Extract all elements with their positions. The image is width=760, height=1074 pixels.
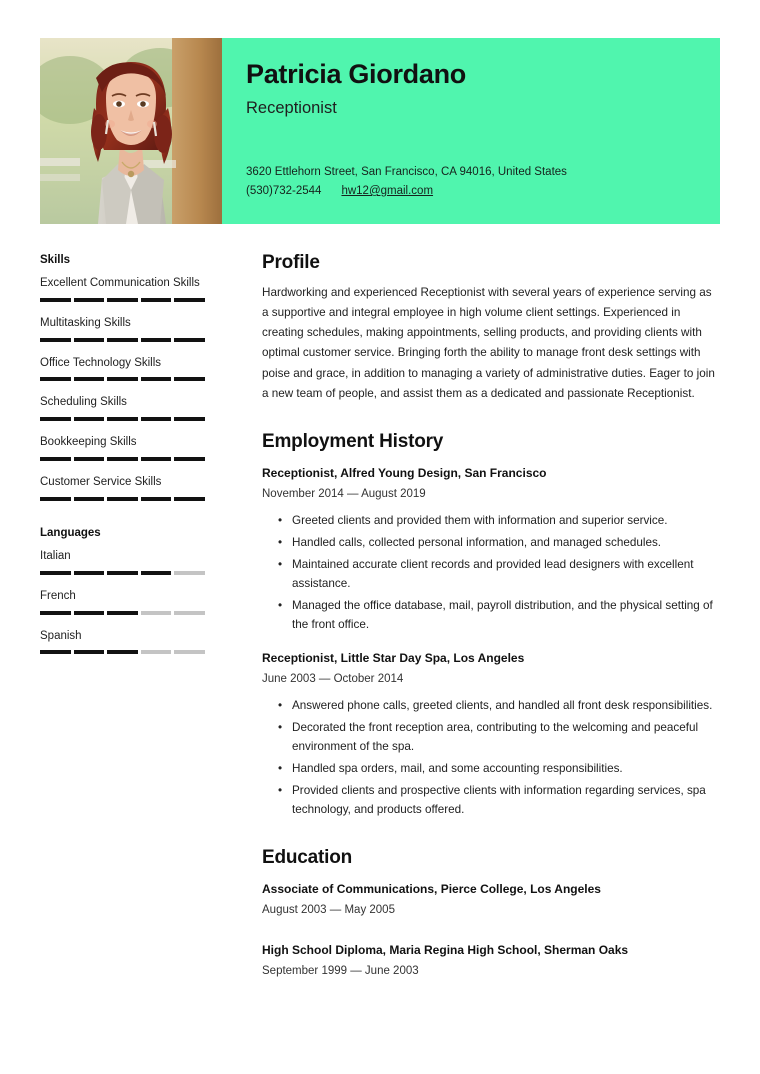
employment-bullet: • Provided clients and prospective clients with information regarding services, spa technology, and products offered. bbox=[292, 782, 720, 820]
language-item bbox=[40, 548, 205, 575]
rating-segment bbox=[40, 457, 71, 461]
education-entry-date: September 1999 — June 2003 bbox=[262, 964, 419, 977]
skills-list bbox=[40, 275, 205, 501]
email-link[interactable]: hw12@gmail.com bbox=[341, 184, 434, 197]
rating-segment bbox=[107, 298, 138, 302]
rating-segment bbox=[141, 377, 172, 381]
rating-segment bbox=[40, 417, 71, 421]
rating-segment bbox=[141, 611, 172, 615]
rating-segment bbox=[174, 497, 205, 501]
skills-heading: Skills bbox=[40, 254, 71, 266]
languages-list bbox=[40, 548, 205, 654]
employment-entry bbox=[262, 649, 720, 820]
rating-segment bbox=[40, 650, 71, 654]
skill-label: Customer Service Skills bbox=[40, 476, 162, 489]
language-rating-bar bbox=[40, 650, 205, 654]
skill-rating-bar bbox=[40, 338, 205, 342]
skill-label: Bookkeeping Skills bbox=[40, 436, 137, 449]
rating-segment bbox=[74, 377, 105, 381]
language-label: Spanish bbox=[40, 629, 82, 642]
education-heading: Education bbox=[262, 846, 353, 868]
employment-bullet: • Handled calls, collected personal information, and managed schedules. bbox=[292, 534, 720, 553]
skill-label: Excellent Communication Skills bbox=[40, 277, 200, 289]
rating-segment bbox=[74, 611, 105, 615]
skill-item bbox=[40, 434, 205, 461]
rating-segment bbox=[107, 338, 138, 342]
skill-item bbox=[40, 394, 205, 421]
rating-segment bbox=[174, 338, 205, 342]
rating-segment bbox=[107, 497, 138, 501]
skill-label: Multitasking Skills bbox=[40, 316, 131, 329]
education-entry-date: August 2003 — May 2005 bbox=[262, 903, 395, 916]
profile-heading: Profile bbox=[262, 252, 320, 273]
rating-segment bbox=[141, 298, 172, 302]
employment-entry-date: June 2003 — October 2014 bbox=[262, 672, 404, 685]
education-entry-title: High School Diploma, Maria Regina High School, Sherman Oaks bbox=[262, 942, 629, 957]
rating-segment bbox=[174, 571, 205, 575]
skill-item bbox=[40, 275, 205, 302]
skill-item bbox=[40, 355, 205, 382]
rating-segment bbox=[174, 298, 205, 302]
rating-segment bbox=[40, 571, 71, 575]
job-title: Receptionist bbox=[246, 98, 337, 117]
resume-header bbox=[40, 38, 720, 224]
skill-rating-bar bbox=[40, 377, 205, 381]
phone-number[interactable]: (530)732-2544 bbox=[246, 184, 322, 197]
rating-segment bbox=[174, 457, 205, 461]
rating-segment bbox=[40, 497, 71, 501]
skill-item bbox=[40, 315, 205, 342]
rating-segment bbox=[107, 457, 138, 461]
rating-segment bbox=[40, 377, 71, 381]
languages-heading: Languages bbox=[40, 526, 101, 539]
employment-bullet-list bbox=[262, 512, 720, 635]
education-entry bbox=[262, 880, 720, 919]
header-text-block bbox=[222, 38, 720, 224]
rating-segment bbox=[141, 457, 172, 461]
language-rating-bar bbox=[40, 571, 205, 575]
language-item bbox=[40, 588, 205, 615]
page-title: Patricia Giordano bbox=[246, 59, 466, 89]
rating-segment bbox=[107, 417, 138, 421]
rating-segment bbox=[141, 650, 172, 654]
skill-rating-bar bbox=[40, 298, 205, 302]
rating-segment bbox=[107, 571, 138, 575]
rating-segment bbox=[74, 417, 105, 421]
rating-segment bbox=[40, 298, 71, 302]
education-entry-title: Associate of Communications, Pierce College, Los Angeles bbox=[262, 881, 601, 896]
language-rating-bar bbox=[40, 611, 205, 615]
rating-segment bbox=[107, 377, 138, 381]
skill-item bbox=[40, 474, 205, 501]
employment-bullet: • Managed the office database, mail, payroll distribution, and the physical setting of the front office. bbox=[292, 597, 720, 635]
profile-text: Hardworking and experienced Receptionist with several years of experience serving as a supportive and integral employee in high volume client settings. Experienced in creating schedules, making appointments, selling products, and providing clients with optimal customer service. Bringing forth the ability to manage front desk settings with poise and grace, in addition to managing a variety of administrative duties. Eager to join a new team of people, and assist them as a dedicated and passionate Receptionist. bbox=[262, 286, 715, 400]
employment-entry-date: November 2014 — August 2019 bbox=[262, 487, 426, 500]
employment-bullet: • Decorated the front reception area, contributing to the welcoming and peaceful environment of the spa. bbox=[292, 719, 720, 757]
rating-segment bbox=[174, 611, 205, 615]
rating-segment bbox=[74, 298, 105, 302]
employment-list bbox=[262, 464, 720, 820]
rating-segment bbox=[141, 497, 172, 501]
employment-bullet-list bbox=[262, 697, 720, 820]
employment-heading: Employment History bbox=[262, 430, 444, 452]
rating-segment bbox=[74, 571, 105, 575]
skill-rating-bar bbox=[40, 497, 205, 501]
education-entry bbox=[262, 941, 720, 980]
rating-segment bbox=[141, 417, 172, 421]
rating-segment bbox=[141, 571, 172, 575]
main-column bbox=[262, 252, 720, 980]
skill-label: Office Technology Skills bbox=[40, 356, 162, 369]
language-item bbox=[40, 628, 205, 655]
avatar bbox=[40, 38, 222, 224]
address-line: 3620 Ettlehorn Street, San Francisco, CA 94016, United States bbox=[246, 166, 567, 178]
employment-bullet: • Handled spa orders, mail, and some accounting responsibilities. bbox=[292, 760, 720, 779]
employment-entry-title: Receptionist, Little Star Day Spa, Los Angeles bbox=[262, 650, 525, 665]
education-list bbox=[262, 880, 720, 981]
rating-segment bbox=[40, 611, 71, 615]
rating-segment bbox=[107, 611, 138, 615]
language-label: Italian bbox=[40, 549, 71, 562]
rating-segment bbox=[74, 457, 105, 461]
rating-segment bbox=[74, 650, 105, 654]
language-label: French bbox=[40, 589, 76, 602]
rating-segment bbox=[74, 497, 105, 501]
rating-segment bbox=[174, 417, 205, 421]
sidebar bbox=[40, 254, 205, 667]
employment-bullet: • Maintained accurate client records and provided lead designers with excellent assistance. bbox=[292, 556, 720, 594]
employment-entry bbox=[262, 464, 720, 635]
employment-bullet: • Answered phone calls, greeted clients, and handled all front desk responsibilities. bbox=[292, 697, 720, 716]
employment-bullet: • Greeted clients and provided them with information and superior service. bbox=[292, 512, 720, 531]
portrait-photo-icon bbox=[40, 38, 222, 224]
rating-segment bbox=[174, 377, 205, 381]
skill-rating-bar bbox=[40, 417, 205, 421]
contact-line bbox=[246, 182, 567, 201]
rating-segment bbox=[74, 338, 105, 342]
rating-segment bbox=[40, 338, 71, 342]
rating-segment bbox=[174, 650, 205, 654]
skill-rating-bar bbox=[40, 457, 205, 461]
skill-label: Scheduling Skills bbox=[40, 396, 127, 409]
rating-segment bbox=[107, 650, 138, 654]
contact-block bbox=[246, 163, 567, 201]
employment-entry-title: Receptionist, Alfred Young Design, San Francisco bbox=[262, 465, 547, 480]
rating-segment bbox=[141, 338, 172, 342]
